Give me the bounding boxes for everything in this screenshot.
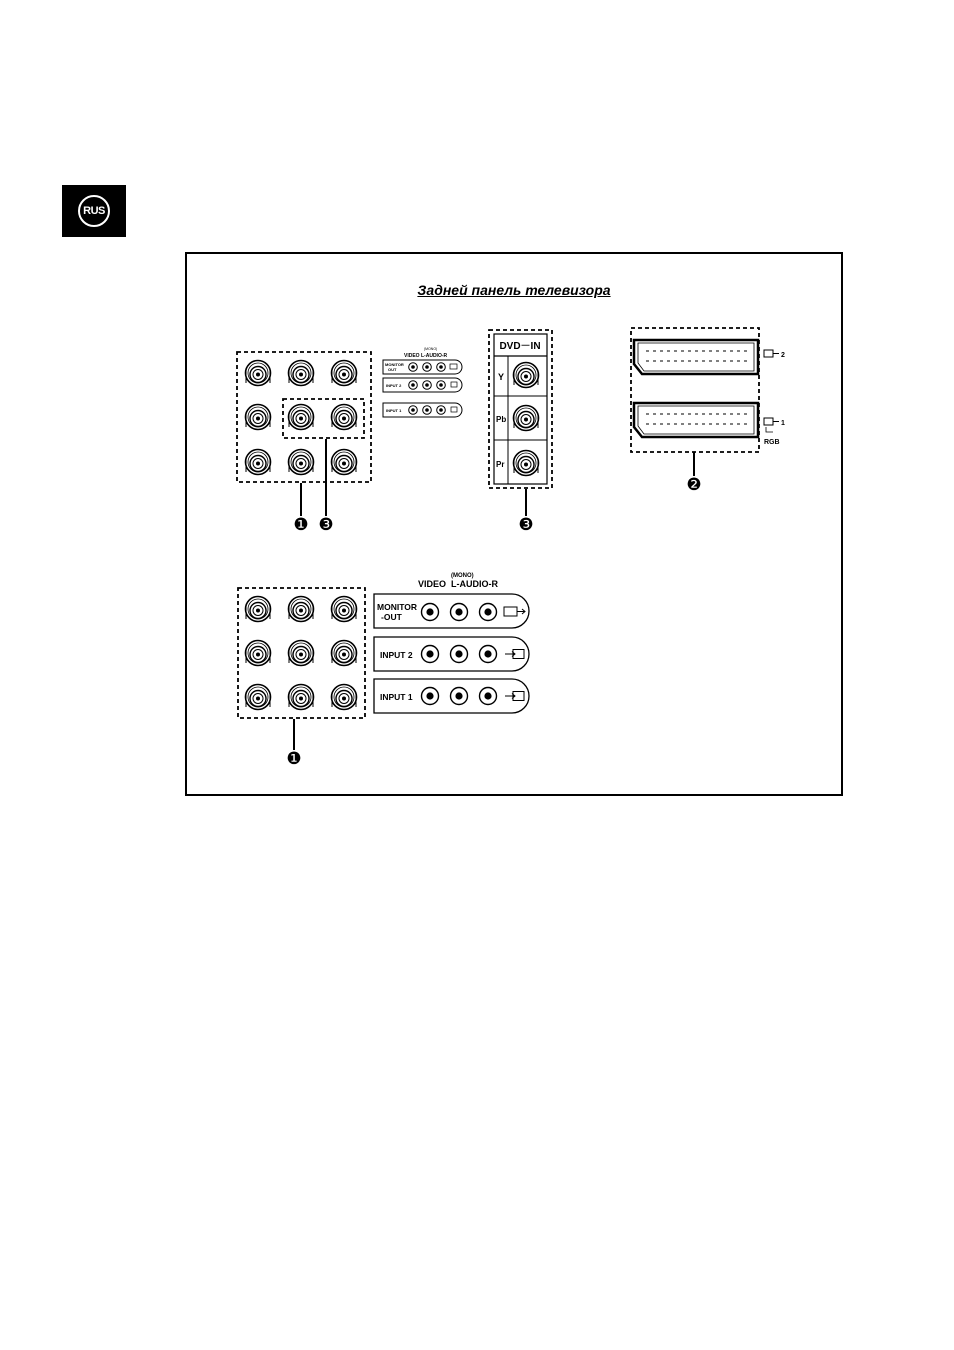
rca-jack — [289, 361, 314, 386]
audio-r-jack — [480, 646, 497, 663]
svg-text:-OUT: -OUT — [381, 612, 402, 622]
dvd-label-pb: Pb — [496, 415, 507, 424]
monitor-out-label: MONITOR — [377, 602, 417, 612]
dvd-label-pr: Pr — [496, 460, 505, 469]
rca-jack — [332, 361, 357, 386]
connector-diagram — [187, 254, 841, 794]
video-jack — [422, 688, 439, 705]
svg-text:OUT: OUT — [388, 367, 397, 372]
rca-jack — [332, 405, 357, 430]
av-header-mono-small: (MONO) — [424, 347, 438, 351]
rca-jack-pb — [514, 406, 539, 431]
svg-text:INPUT 2: INPUT 2 — [386, 383, 402, 388]
audio-l-jack — [451, 604, 468, 621]
av-row-small-input1 — [383, 403, 462, 417]
callout-1-bottom: ❶ — [286, 749, 302, 768]
figure-title: Задней панель телевизора — [417, 282, 611, 298]
callout-1: ❶ — [293, 515, 309, 534]
rca-jack — [246, 597, 271, 622]
video-jack — [422, 646, 439, 663]
rca-jack — [289, 597, 314, 622]
audio-l-jack — [451, 646, 468, 663]
callout-3: ❸ — [318, 515, 334, 534]
av-header-mono: (MONO) — [451, 573, 474, 579]
rca-jack — [332, 685, 357, 710]
dvd-in-title: DVD－IN — [499, 341, 541, 352]
svg-text:MONITOR: MONITOR — [385, 362, 404, 367]
svg-text:2: 2 — [781, 352, 785, 359]
rca-jack — [246, 450, 271, 475]
scart-label-2 — [764, 350, 785, 359]
dvd-label-y: Y — [498, 372, 505, 382]
av-row-monitor-out — [374, 594, 529, 628]
rca-jack — [246, 405, 271, 430]
rca-jack-pr — [514, 451, 539, 476]
rca-jack — [246, 641, 271, 666]
av-row-small-monitor — [383, 360, 462, 374]
av-row-input-1 — [374, 679, 529, 713]
av-header-video: VIDEO — [418, 579, 447, 589]
rca-jack — [332, 450, 357, 475]
av-header-video-small: VIDEO — [404, 353, 420, 359]
video-jack — [422, 604, 439, 621]
callout-2: ❷ — [686, 475, 702, 494]
audio-r-jack — [480, 688, 497, 705]
av-row-small-input2 — [383, 378, 462, 392]
rca-jack — [246, 685, 271, 710]
svg-text:1: 1 — [781, 420, 785, 427]
rca-jack — [289, 641, 314, 666]
scart-connector-2 — [634, 340, 758, 374]
input-2-label: INPUT 2 — [380, 650, 413, 660]
av-header-audio-small: L-AUDIO-R — [421, 353, 448, 359]
rca-jack — [246, 361, 271, 386]
audio-r-jack — [480, 604, 497, 621]
rca-jack — [289, 405, 314, 430]
scart-label-1 — [764, 418, 785, 432]
audio-l-jack — [451, 688, 468, 705]
rca-jack — [289, 450, 314, 475]
language-badge: RUS — [78, 195, 110, 227]
scart-connector-1 — [634, 403, 758, 437]
rca-jack-y — [514, 363, 539, 388]
svg-text:INPUT 1: INPUT 1 — [386, 408, 402, 413]
input-1-label: INPUT 1 — [380, 692, 413, 702]
rgb-label: RGB — [764, 439, 780, 446]
figure-frame — [185, 252, 843, 796]
av-header-audio: L-AUDIO-R — [451, 579, 498, 589]
callout-3-dvd: ❸ — [518, 515, 534, 534]
rca-jack — [332, 641, 357, 666]
rca-jack — [332, 597, 357, 622]
language-tab — [62, 185, 126, 237]
rca-jack — [289, 685, 314, 710]
av-row-input-2 — [374, 637, 529, 671]
